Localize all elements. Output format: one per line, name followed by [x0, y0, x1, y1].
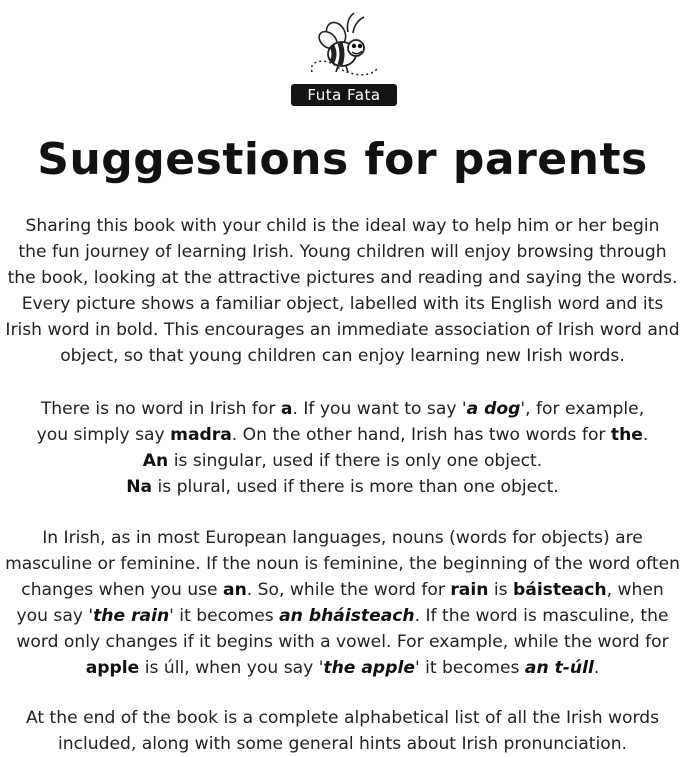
- text-run: . If you want to say ': [292, 399, 467, 419]
- page-title: Suggestions for parents: [37, 134, 648, 185]
- text-run: . So, while the word for: [246, 580, 451, 600]
- bold-italic-phrase: the apple: [323, 658, 415, 678]
- bold-word: An: [142, 451, 169, 471]
- text-line: [0, 396, 685, 422]
- text-run: .: [593, 658, 600, 678]
- text-line: [0, 448, 685, 474]
- text-run: . On the other hand, Irish has two words for: [231, 425, 611, 445]
- text-line: At the end of the book is a complete alphabetical list of all the Irish words: [25, 708, 660, 728]
- bold-word: a: [280, 399, 293, 419]
- word-list-paragraph: [0, 705, 685, 757]
- text-run: is úll, when you say ': [139, 658, 324, 678]
- text-run: changes when you use: [21, 580, 224, 600]
- gender-paragraph: [0, 525, 685, 681]
- bold-italic-phrase: the rain: [93, 606, 170, 626]
- text-line: included, along with some general hints about Irish pronunciation.: [57, 734, 628, 754]
- text-line: Sharing this book with your child is the ideal way to help him or her begin: [25, 216, 660, 236]
- text-line: the book, looking at the attractive pictures and reading and saying the words.: [7, 268, 678, 288]
- text-run: , when: [606, 580, 664, 600]
- text-line: object, so that young children can enjoy learning new Irish words.: [60, 346, 625, 366]
- text-line: Irish word in bold. This encourages an immediate association of Irish word and: [5, 320, 680, 340]
- text-line: Every picture shows a familiar object, labelled with its English word and its: [21, 294, 664, 314]
- text-line: [0, 474, 685, 500]
- bold-italic-phrase: an t-úll: [524, 658, 594, 678]
- text-line: [0, 603, 685, 629]
- text-line: [0, 655, 685, 681]
- bold-word: rain: [450, 580, 489, 600]
- publisher-logo: [288, 10, 400, 106]
- bee-icon: [306, 10, 382, 84]
- text-run: is plural, used if there is more than one object.: [152, 477, 559, 497]
- text-line: word only changes if it begins with a vowel. For example, while the word for: [16, 632, 669, 652]
- bold-word: Na: [126, 477, 153, 497]
- text-line: [0, 577, 685, 603]
- text-run: ', for example,: [520, 399, 645, 419]
- text-run: is singular, used if there is only one object.: [168, 451, 543, 471]
- text-run: ' it becomes: [414, 658, 525, 678]
- bold-word: madra: [170, 425, 232, 445]
- bold-word: báisteach: [513, 580, 607, 600]
- text-run: .: [642, 425, 649, 445]
- bold-italic-phrase: a dog: [466, 399, 521, 419]
- bold-word: the: [610, 425, 643, 445]
- text-run: you say ': [16, 606, 94, 626]
- bold-italic-phrase: an bháisteach: [279, 606, 415, 626]
- articles-paragraph: [0, 396, 685, 500]
- text-run: . If the word is masculine, the: [414, 606, 669, 626]
- text-run: is: [488, 580, 513, 600]
- intro-paragraph: [0, 213, 685, 369]
- publisher-name: Futa Fata: [291, 84, 397, 106]
- text-line: [0, 422, 685, 448]
- bold-word: apple: [85, 658, 140, 678]
- text-run: There is no word in Irish for: [40, 399, 281, 419]
- text-run: ' it becomes: [169, 606, 280, 626]
- text-run: you simply say: [36, 425, 171, 445]
- text-line: In Irish, as in most European languages, nouns (words for objects) are: [42, 528, 643, 548]
- text-line: the fun journey of learning Irish. Young children will enjoy browsing through: [18, 242, 667, 262]
- text-line: masculine or feminine. If the noun is feminine, the beginning of the word often: [5, 554, 680, 574]
- bold-word: an: [223, 580, 247, 600]
